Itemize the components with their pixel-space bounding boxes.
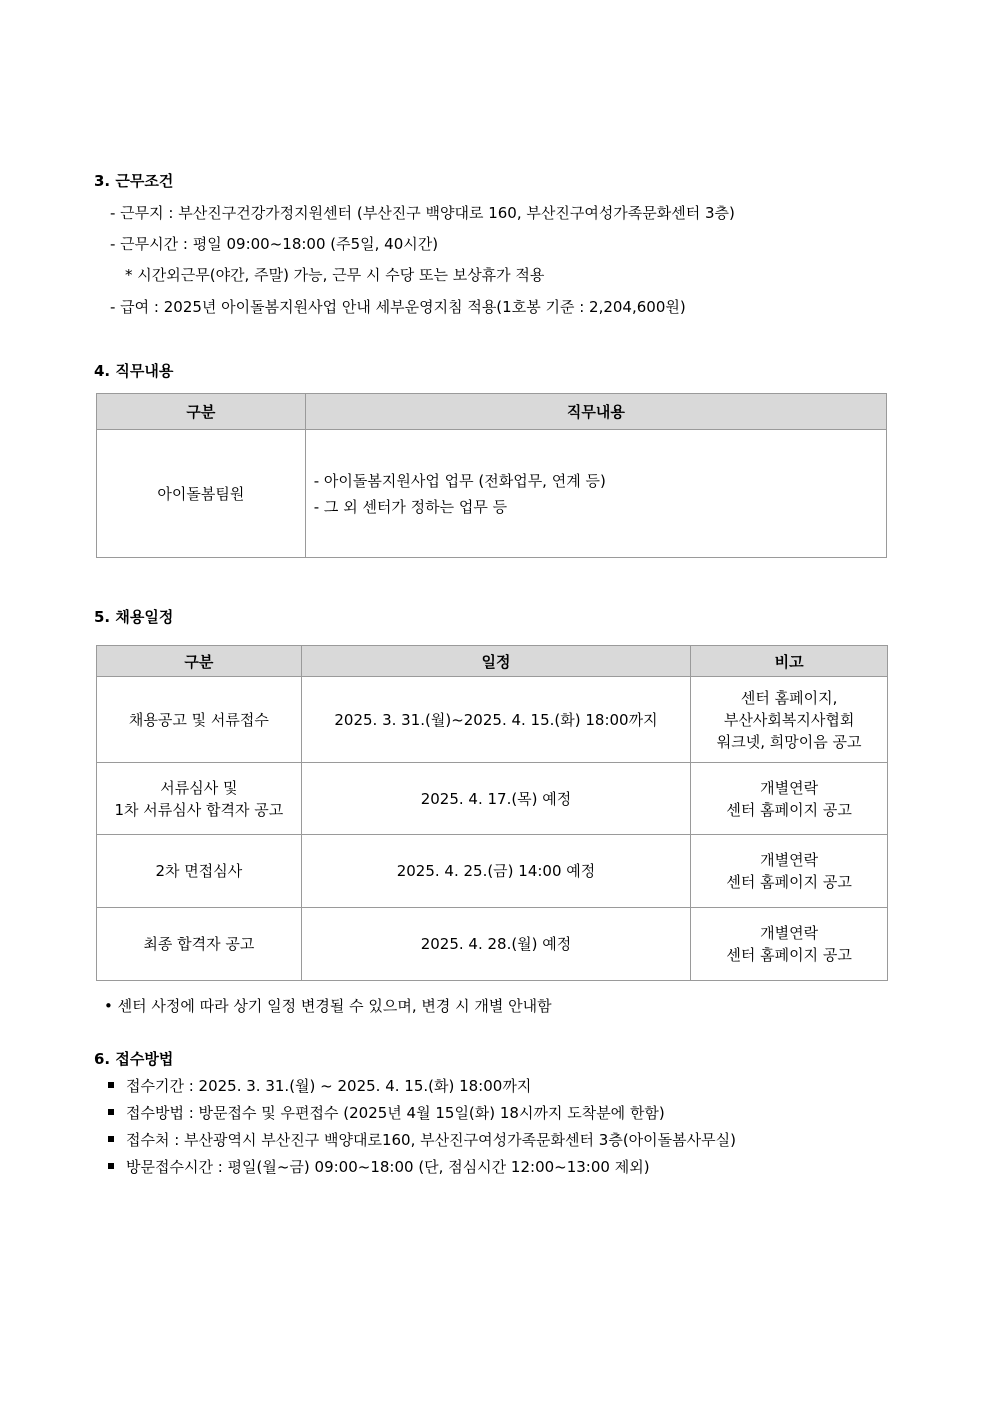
schedule-date: 2025. 4. 17.(목) 예정 — [301, 763, 691, 835]
schedule-note — [691, 908, 888, 981]
schedule-table — [96, 645, 888, 981]
category-text: 서류심사 및 — [160, 778, 238, 797]
schedule-date: 2025. 4. 28.(월) 예정 — [301, 908, 691, 981]
duty-item: - 그 외 센터가 정하는 업무 등 — [313, 497, 508, 516]
category-text: 채용공고 및 서류접수 — [128, 710, 269, 729]
application-item-text: 접수기간 : 2025. 3. 31.(월) ~ 2025. 4. 15.(화) 18:00까지 — [126, 1077, 532, 1095]
table-row — [97, 430, 887, 558]
table-row — [97, 677, 888, 763]
schedule-date: 2025. 3. 31.(월)~2025. 4. 15.(화) 18:00까지 — [301, 677, 691, 763]
schedule-date: 2025. 4. 25.(금) 14:00 예정 — [301, 835, 691, 908]
application-item — [108, 1156, 650, 1177]
section-4-title: 4. 직무내용 — [94, 362, 174, 380]
schedule-footnote: • 센터 사정에 따라 상기 일정 변경될 수 있으며, 변경 시 개별 안내함 — [104, 997, 552, 1015]
note-line: 개별연락 — [760, 924, 819, 942]
category-text: 2차 면접심사 — [155, 862, 243, 880]
salary-line: - 급여 : 2025년 아이돌봄지원사업 안내 세부운영지침 적용(1호봉 기준 : 2,204,600원) — [110, 298, 686, 316]
section-5-title: 5. 채용일정 — [94, 608, 174, 626]
duty-item: - 아이돌봄지원사업 업무 (전화업무, 연계 등) — [313, 471, 606, 490]
application-item — [108, 1075, 531, 1096]
schedule-note — [691, 763, 888, 835]
overtime-line: * 시간외근무(야간, 주말) 가능, 근무 시 수당 또는 보상휴가 적용 — [125, 266, 545, 284]
schedule-header-date: 일정 — [301, 646, 691, 677]
table-row — [97, 835, 888, 908]
schedule-category — [97, 835, 302, 908]
schedule-note — [691, 835, 888, 908]
application-item — [108, 1129, 736, 1150]
category-text: 1차 서류심사 합격자 공고 — [114, 800, 284, 819]
work-hours-line: - 근무시간 : 평일 09:00~18:00 (주5일, 40시간) — [110, 235, 439, 253]
schedule-note — [691, 677, 888, 763]
note-line: 부산사회복지사협회 — [723, 710, 855, 729]
schedule-category — [97, 677, 302, 763]
application-item-text: 접수처 : 부산광역시 부산진구 백양대로160, 부산진구여성가족문화센터 3층(아이돌봄사무실) — [126, 1131, 736, 1149]
section-6-title: 6. 접수방법 — [94, 1050, 174, 1068]
note-line: 센터 홈페이지 공고 — [726, 800, 852, 819]
category-text: 최종 합격자 공고 — [143, 935, 255, 953]
application-item-text: 접수방법 : 방문접수 및 우편접수 (2025년 4월 15일(화) 18시까지 도착분에 한함) — [126, 1104, 665, 1122]
duty-header-content: 직무내용 — [305, 394, 886, 430]
application-item — [108, 1102, 665, 1123]
duty-content — [305, 430, 886, 558]
note-line: 개별연락 — [760, 851, 819, 869]
note-line: 워크넷, 희망이음 공고 — [716, 732, 862, 751]
workplace-line: - 근무지 : 부산진구건강가정지원센터 (부산진구 백양대로 160, 부산진구여성가족문화센터 3층) — [110, 204, 735, 222]
schedule-header-note: 비고 — [691, 646, 888, 677]
table-row — [97, 908, 888, 981]
square-bullet-icon — [108, 1136, 114, 1142]
application-item-text: 방문접수시간 : 평일(월~금) 09:00~18:00 (단, 점심시간 12:00~13:00 제외) — [126, 1158, 650, 1176]
note-line: 센터 홈페이지, — [740, 688, 838, 707]
duty-category: 아이돌봄팀원 — [97, 430, 306, 558]
schedule-header-category: 구분 — [97, 646, 302, 677]
square-bullet-icon — [108, 1109, 114, 1115]
square-bullet-icon — [108, 1163, 114, 1169]
section-3-title: 3. 근무조건 — [94, 172, 174, 190]
note-line: 개별연락 — [760, 778, 819, 797]
schedule-category — [97, 763, 302, 835]
schedule-category — [97, 908, 302, 981]
note-line: 센터 홈페이지 공고 — [726, 873, 852, 891]
square-bullet-icon — [108, 1082, 114, 1088]
note-line: 센터 홈페이지 공고 — [726, 946, 852, 964]
duty-header-category: 구분 — [97, 394, 306, 430]
table-row — [97, 763, 888, 835]
duty-table — [96, 393, 887, 558]
